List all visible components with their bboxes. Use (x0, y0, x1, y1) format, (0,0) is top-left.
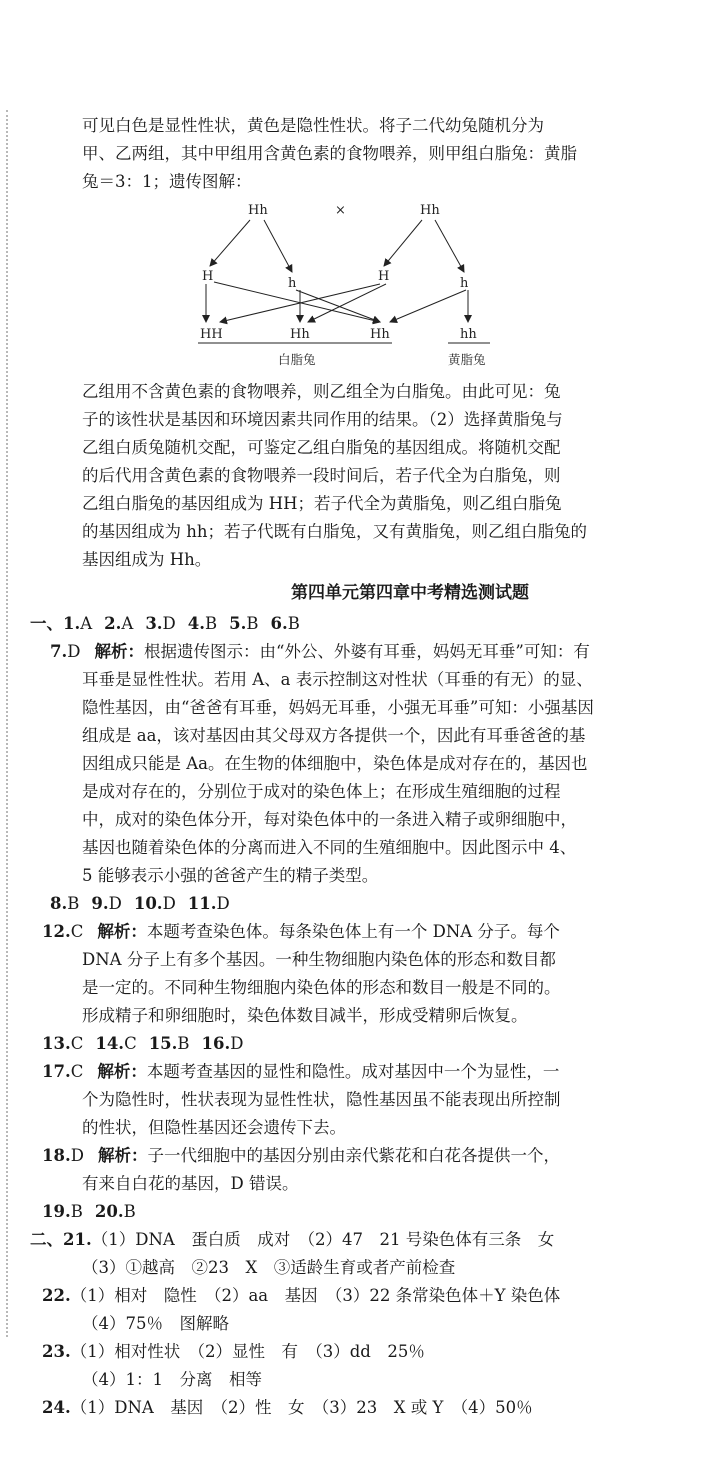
yellow-fat-label: 黄脂兔 (448, 352, 486, 367)
genetic-cross-diagram (30, 198, 690, 370)
intro-line: 可见白色是显性性状，黄色是隐性性状。将子二代幼兔随机分为 (82, 116, 544, 135)
q17-line: 个为隐性时，性状表现为显性性状，隐性基因虽不能表现出所控制 (82, 1090, 561, 1109)
q24-line: 24.（1）DNA 基因 （2）性 女 （3）23 X 或 Y （4）50％ (42, 1398, 533, 1417)
answer-item: 2.A (104, 614, 134, 633)
q7-line: 基因也随着染色体的分离而进入不同的生殖细胞中。因此图示中 4、 (82, 838, 577, 857)
q21-line: （3）①越高 ②23 X ③适龄生育或者产前检查 (82, 1258, 456, 1277)
q7-line: 5 能够表示小强的爸爸产生的精子类型。 (82, 866, 379, 885)
intro-line: 甲、乙两组，其中甲组用含黄色素的食物喂养，则甲组白脂兔：黄脂 (82, 144, 577, 163)
q7-line: 是成对存在的，分别位于成对的染色体上；在形成生殖细胞的过程 (82, 782, 561, 801)
explanation-line: 乙组白质兔随机交配，可鉴定乙组白脂兔的基因组成。将随机交配 (82, 438, 561, 457)
q12-line: 是一定的。不同种生物细胞内染色体的形态和数目一般是不同的。 (82, 978, 561, 997)
gamete-label: H (378, 269, 390, 284)
gamete-label: H (202, 269, 214, 284)
answer-row-19-20 (30, 1198, 690, 1226)
cross-symbol: × (335, 203, 346, 218)
answer-item: 13.C (42, 1034, 84, 1053)
q7-line: 隐性基因，由“爸爸有耳垂，妈妈无耳垂，小强无耳垂”可知：小强基因 (82, 698, 594, 717)
explanation-line: 乙组白脂兔的基因组成为 HH；若子代全为黄脂兔，则乙组白脂兔 (82, 494, 562, 513)
q7-line: 组成是 aa，该对基因由其父母双方各提供一个，因此有耳垂爸爸的基 (82, 726, 586, 745)
part-one-label: 一、 (30, 614, 63, 633)
gamete-label: h (288, 276, 297, 291)
answer-item: 20.B (94, 1202, 136, 1221)
intro-paragraph (30, 112, 690, 196)
explanation-line: 乙组用不含黄色素的食物喂养，则乙组全为白脂兔。由此可见：兔 (82, 382, 561, 401)
answer-item: 16.D (201, 1034, 244, 1053)
explanation-line: 基因组成为 Hh。 (82, 550, 212, 569)
question-17: 17.C 解析：本题考查基因的显性和隐性。成对基因中一个为显性，一 个为隐性时，性状表现为显性性状，隐性基因虽不能表现出所控制 的性状，但隐性基因还会遗传下去。 (30, 1058, 690, 1142)
parent-left: Hh (248, 203, 268, 218)
q7-line: 因组成只能是 Aa。在生物的体细胞中，染色体是成对存在的，基因也 (82, 754, 588, 773)
question-18: 18.D 解析：子一代细胞中的基因分别由亲代紫花和白花各提供一个， 有来自白花的基因，D 错误。 (30, 1142, 690, 1198)
offspring-label: Hh (370, 327, 390, 342)
q21-line: 二、21.（1）DNA 蛋白质 成对 （2）47 21 号染色体有三条 女 (30, 1230, 555, 1249)
answer-item: 1.A (63, 614, 93, 633)
q7-line: 耳垂是显性性状。若用 A、a 表示控制这对性状（耳垂的有无）的显、 (82, 670, 593, 689)
answer-item: 4.B (187, 614, 218, 633)
answer-row-8-11 (30, 890, 690, 918)
answer-item: 14.C (95, 1034, 137, 1053)
answer-item: 11.D (187, 894, 230, 913)
explanation-line: 子的该性状是基因和环境因素共同作用的结果。（2）选择黄脂兔与 (82, 410, 563, 429)
section-title: 第四单元第四章中考精选测试题 (291, 583, 529, 603)
cross-diagram-svg (30, 198, 690, 370)
parent-right: Hh (420, 203, 440, 218)
q12-line: DNA 分子上有多个基因。一种生物细胞内染色体的形态和数目都 (82, 950, 556, 969)
answer-item: 5.B (229, 614, 259, 633)
q18-line: 有来自白花的基因，D 错误。 (82, 1174, 299, 1193)
question-7: 7.D 解析：根据遗传图示：由“外公、外婆有耳垂，妈妈无耳垂”可知：有 耳垂是显性性状。若用 A、a 表示控制这对性状（耳垂的有无）的显、 隐性基因，由“爸爸有耳垂，妈妈无耳垂，小强无耳垂”可知：小强基因 组成是 aa，该对基因由其父母双方各提供一个，因此有耳垂爸爸的基 因组成只能是 Aa。在生物的体细胞中，染色体是成对存在的，基因也 是成对存在的，分别位于成对的染色体上；在形成生殖细胞的过程 中，成对的染色体分开，每对染色体中的一条进入精子或卵细胞中， 基因也随着染色体的分离而进入不同的生殖细胞中。因此图示中 4、 5 能够表示小强的爸爸产生的精子类型。 (30, 638, 690, 890)
answer-page (30, 112, 690, 1422)
explanation-paragraph (30, 378, 690, 574)
q23-line: 23.（1）相对性状 （2）显性 有 （3）dd 25％ (42, 1342, 425, 1361)
answer-item: 9.D (91, 894, 122, 913)
question-12: 12.C 解析：本题考查染色体。每条染色体上有一个 DNA 分子。每个 DNA 分子上有多个基因。一种生物细胞内染色体的形态和数目都 是一定的。不同种生物细胞内染色体的形态和数目一般是不同的。 形成精子和卵细胞时，染色体数目减半，形成受精卵后恢复。 (30, 918, 690, 1030)
part-two (30, 1226, 690, 1422)
binding-dotted-line (6, 110, 8, 1337)
intro-line: 兔＝3：1；遗传图解： (82, 172, 252, 191)
answer-item: 15.B (148, 1034, 190, 1053)
answer-item: 19.B (42, 1202, 83, 1221)
explanation-line: 的后代用含黄色素的食物喂养一段时间后，若子代全为白脂兔，则 (82, 466, 561, 485)
answer-item: 10.D (133, 894, 176, 913)
answer-row-13-16 (30, 1030, 690, 1058)
offspring-label: hh (460, 327, 477, 342)
answer-item: 6.B (270, 614, 300, 633)
q22-line: 22.（1）相对 隐性 （2）aa 基因 （3）22 条常染色体＋Y 染色体 (42, 1286, 561, 1305)
q23-line: （4）1：1 分离 相等 (82, 1370, 262, 1389)
offspring-label: Hh (290, 327, 310, 342)
answer-item: 8.B (50, 894, 80, 913)
q7-line: 中，成对的染色体分开，每对染色体中的一条进入精子或卵细胞中， (82, 810, 577, 829)
offspring-label: HH (200, 327, 223, 342)
gamete-label: h (460, 276, 469, 291)
q17-line: 的性状，但隐性基因还会遗传下去。 (82, 1118, 346, 1137)
q22-line: （4）75％ 图解略 (82, 1314, 229, 1333)
explanation-line: 的基因组成为 hh；若子代既有白脂兔，又有黄脂兔，则乙组白脂兔的 (82, 522, 587, 541)
white-fat-label: 白脂兔 (278, 352, 316, 367)
answer-item: 3.D (145, 614, 176, 633)
answer-row-1-6 (30, 610, 690, 638)
q12-line: 形成精子和卵细胞时，染色体数目减半，形成受精卵后恢复。 (82, 1006, 528, 1025)
